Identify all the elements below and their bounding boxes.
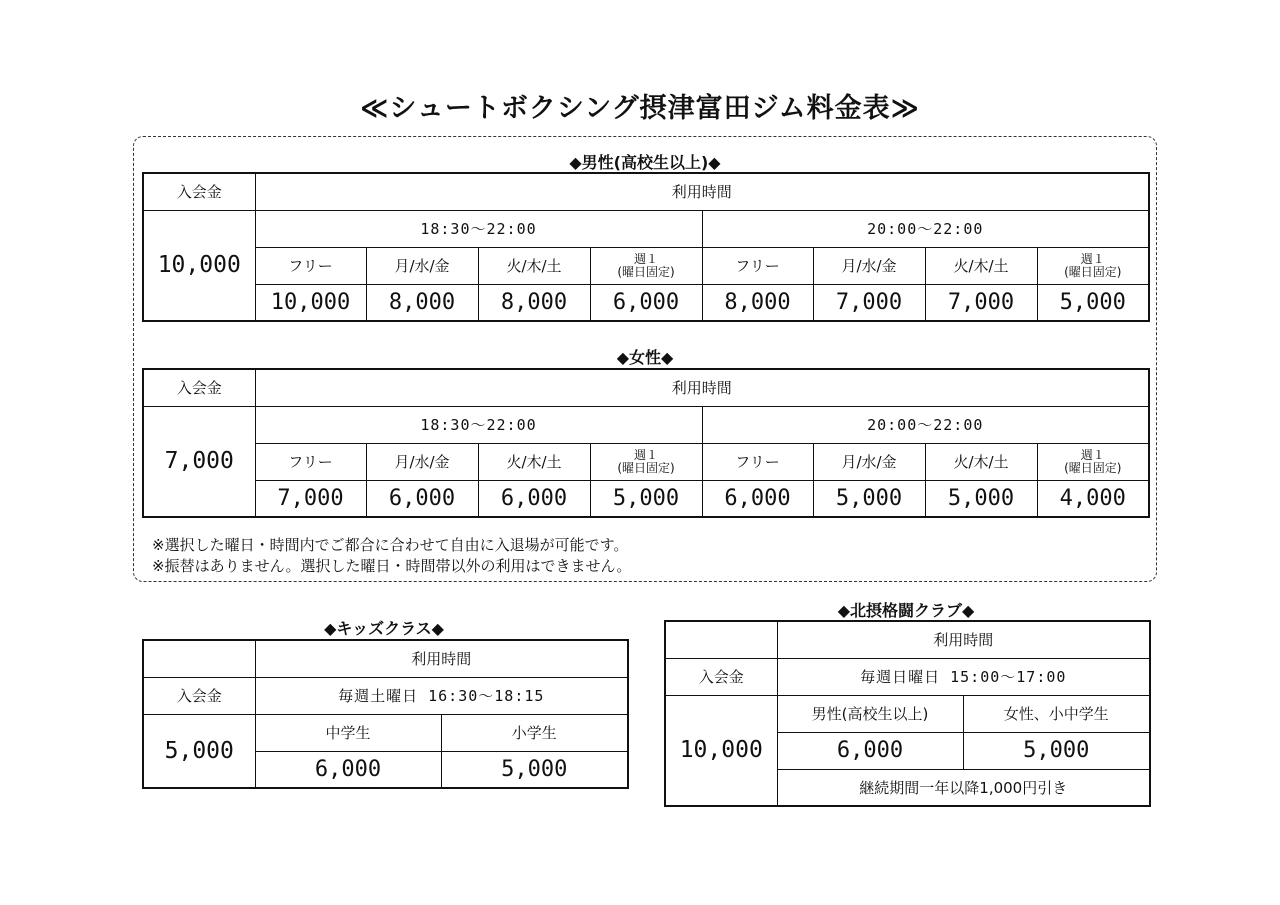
weekly-bottom: (曜日固定)	[617, 460, 675, 475]
fee-cell: 6,000	[366, 480, 478, 517]
join-fee-value: 5,000	[143, 714, 255, 788]
category-tue-thu-sat: 火/木/土	[478, 443, 590, 480]
category-tue-thu-sat: 火/木/土	[478, 247, 590, 284]
fee-cell: 6,000	[255, 751, 441, 788]
join-fee-value: 10,000	[143, 210, 255, 321]
men-heading: ◆男性(高校生以上)◆	[569, 153, 721, 172]
category-free: フリー	[255, 443, 366, 480]
time-slot-1: 18:30～22:00	[255, 210, 702, 247]
fee-cell: 5,000	[590, 480, 702, 517]
category-junior-high: 中学生	[255, 714, 441, 751]
category-mon-wed-fri: 月/水/金	[366, 247, 478, 284]
category-weekly	[590, 247, 702, 284]
club-fee-table	[664, 620, 1151, 807]
fee-cell: 6,000	[478, 480, 590, 517]
usage-time-label: 利用時間	[255, 173, 1149, 210]
category-men: 男性(高校生以上)	[777, 695, 963, 732]
weekly-top: 週１	[1080, 447, 1105, 462]
usage-time-label: 利用時間	[255, 369, 1149, 406]
category-free: フリー	[255, 247, 366, 284]
discount-note: 継続期間一年以降1,000円引き	[777, 769, 1150, 806]
kids-fee-table	[142, 639, 629, 789]
category-elementary: 小学生	[441, 714, 628, 751]
kids-heading: ◆キッズクラス◆	[324, 619, 444, 638]
fee-cell: 6,000	[702, 480, 813, 517]
fee-cell: 7,000	[255, 480, 366, 517]
usage-time-label: 利用時間	[255, 640, 628, 677]
weekly-top: 週１	[1080, 251, 1105, 266]
empty-cell	[143, 640, 255, 677]
note-line: ※振替はありません。選択した曜日・時間帯以外の利用はできません。	[152, 557, 632, 575]
fee-cell: 8,000	[702, 284, 813, 321]
fee-cell: 5,000	[925, 480, 1037, 517]
time-slot-1: 18:30～22:00	[255, 406, 702, 443]
schedule: 毎週日曜日 15:00～17:00	[777, 658, 1150, 695]
join-fee-label: 入会金	[143, 369, 255, 406]
women-heading: ◆女性◆	[616, 348, 674, 367]
category-weekly	[590, 443, 702, 480]
men-fee-table	[142, 172, 1150, 322]
join-fee-label: 入会金	[143, 677, 255, 714]
empty-cell	[665, 621, 777, 658]
page-title: ≪シュートボクシング摂津富田ジム料金表≫	[360, 93, 920, 124]
join-fee-label: 入会金	[665, 658, 777, 695]
category-mon-wed-fri: 月/水/金	[813, 247, 925, 284]
time-slot-2: 20:00～22:00	[702, 210, 1149, 247]
club-heading: ◆北摂格闘クラブ◆	[837, 601, 975, 620]
category-mon-wed-fri: 月/水/金	[813, 443, 925, 480]
weekly-bottom: (曜日固定)	[617, 264, 675, 279]
schedule: 毎週土曜日 16:30～18:15	[255, 677, 628, 714]
weekly-top: 週１	[633, 447, 658, 462]
weekly-bottom: (曜日固定)	[1064, 460, 1122, 475]
fee-cell: 5,000	[441, 751, 628, 788]
fee-cell: 5,000	[813, 480, 925, 517]
category-free: フリー	[702, 443, 813, 480]
weekly-bottom: (曜日固定)	[1064, 264, 1122, 279]
fee-cell: 7,000	[925, 284, 1037, 321]
women-fee-table	[142, 368, 1150, 518]
time-slot-2: 20:00～22:00	[702, 406, 1149, 443]
join-fee-value: 7,000	[143, 406, 255, 517]
fee-cell: 6,000	[590, 284, 702, 321]
join-fee-label: 入会金	[143, 173, 255, 210]
fee-cell: 8,000	[366, 284, 478, 321]
fee-cell: 8,000	[478, 284, 590, 321]
join-fee-value: 10,000	[665, 695, 777, 806]
fee-cell: 7,000	[813, 284, 925, 321]
notes	[152, 535, 631, 577]
fee-cell: 4,000	[1037, 480, 1149, 517]
category-weekly	[1037, 247, 1149, 284]
fee-cell: 5,000	[1037, 284, 1149, 321]
fee-cell: 10,000	[255, 284, 366, 321]
category-weekly	[1037, 443, 1149, 480]
category-women-students: 女性、小中学生	[963, 695, 1150, 732]
usage-time-label: 利用時間	[777, 621, 1150, 658]
fee-cell: 5,000	[963, 732, 1150, 769]
category-tue-thu-sat: 火/木/土	[925, 443, 1037, 480]
category-mon-wed-fri: 月/水/金	[366, 443, 478, 480]
category-tue-thu-sat: 火/木/土	[925, 247, 1037, 284]
fee-cell: 6,000	[777, 732, 963, 769]
weekly-top: 週１	[633, 251, 658, 266]
note-line: ※選択した曜日・時間内でご都合に合わせて自由に入退場が可能です。	[152, 536, 629, 554]
category-free: フリー	[702, 247, 813, 284]
